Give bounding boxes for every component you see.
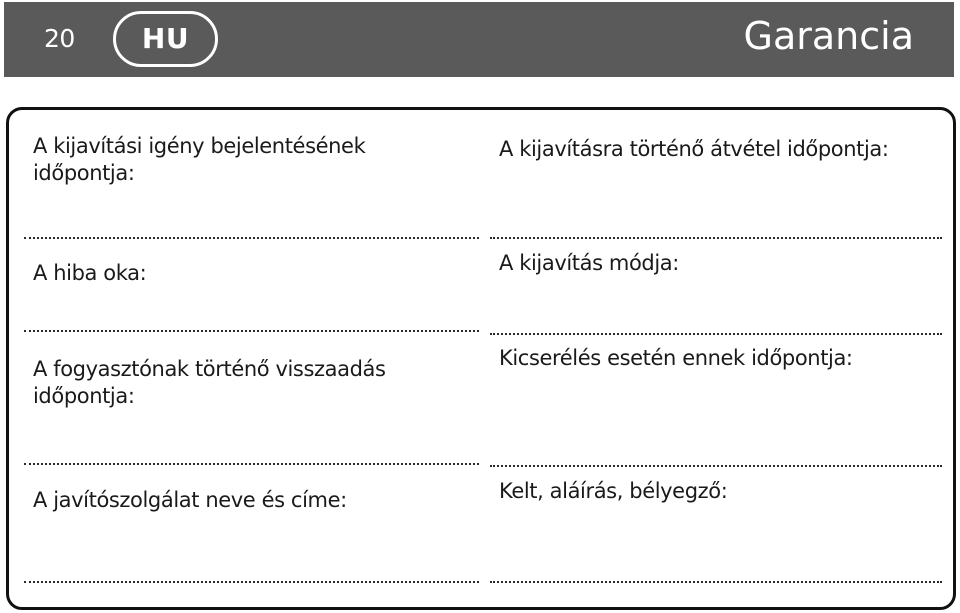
page-number: 20 bbox=[44, 24, 75, 53]
field-label-date-signature-stamp: Kelt, aláírás, bélyegző: bbox=[499, 479, 728, 503]
field-label-service-name-address: A javítószolgálat neve és címe: bbox=[33, 488, 347, 512]
fill-line[interactable] bbox=[24, 463, 479, 465]
fill-line[interactable] bbox=[490, 237, 942, 239]
fill-line[interactable] bbox=[24, 237, 479, 239]
fill-line[interactable] bbox=[24, 330, 479, 332]
field-label-return-date: A fogyasztónak történő visszaadás időpontja: bbox=[33, 357, 386, 408]
page-header bbox=[4, 2, 954, 77]
fill-line[interactable] bbox=[24, 581, 479, 583]
field-label-fault-cause: A hiba oka: bbox=[33, 261, 147, 285]
field-label-replacement-date: Kicserélés esetén ennek időpontja: bbox=[499, 346, 853, 370]
field-label-claim-date: A kijavítási igény bejelentésének időpontja: bbox=[33, 134, 366, 185]
field-label-receipt-date: A kijavításra történő átvétel időpontja: bbox=[499, 137, 889, 161]
fill-line[interactable] bbox=[490, 333, 942, 335]
fill-line[interactable] bbox=[490, 465, 942, 467]
page-title: Garancia bbox=[743, 14, 914, 58]
fill-line[interactable] bbox=[490, 581, 942, 583]
language-badge: HU bbox=[113, 11, 218, 67]
field-label-repair-method: A kijavítás módja: bbox=[499, 251, 679, 275]
